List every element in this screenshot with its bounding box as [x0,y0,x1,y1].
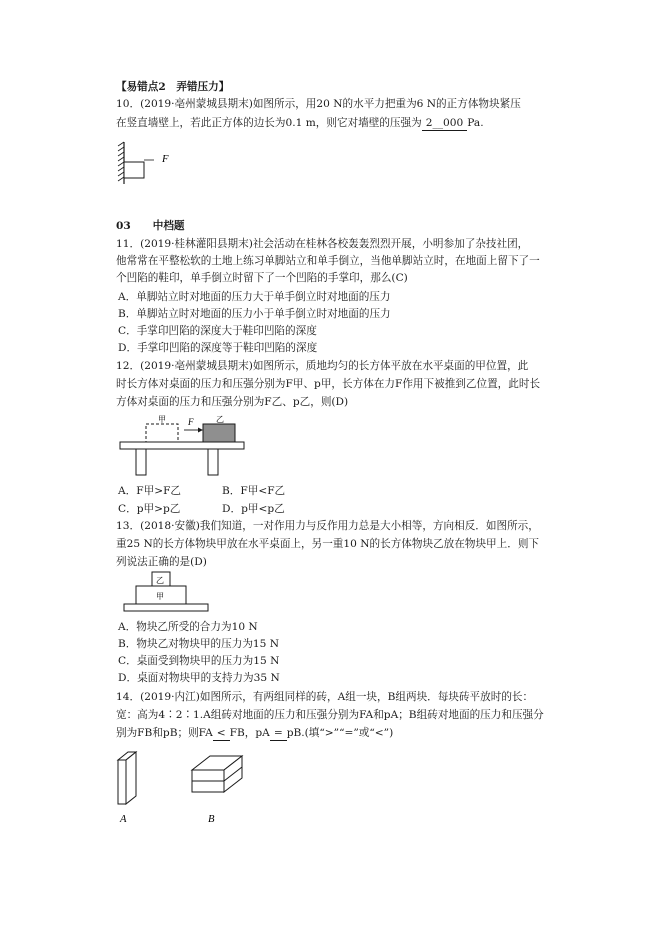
q11-line-1: 11．(2019·桂林灌阳县期末)社会活动在桂林各校轰轰烈烈开展，小明参加了杂技社团， [116,238,529,250]
q14-label-b: B [208,814,215,825]
q11-option-a: A．单脚站立时对地面的压力大于单手倒立时对地面的压力 [118,291,391,303]
q14-text-1: 别为FB和pB；则FA [116,727,213,739]
q13-label-yi: 乙 [156,576,164,585]
q12-block-yi [203,424,235,442]
q12-block-jia [146,424,178,442]
q12-label-jia: 甲 [158,415,166,424]
q12-line-3: 方体对桌面的压力和压强分别为F乙、p乙，则(D) [116,396,349,408]
q12-label-yi: 乙 [216,415,224,424]
q14-label-a: A [120,814,127,825]
q13-figure [122,570,212,614]
q13-option-a: A．物块乙所受的合力为10 N [118,621,258,633]
q10-line-1: 10．(2019·亳州蒙城县期末)如图所示，用20 N的水平力把重为6 N的正方体物块紧压 [116,98,521,110]
q14-line-1: 14．(2019·内江)如图所示，有两组同样的砖，A组一块，B组两块．每块砖平放时的长： [116,691,534,703]
q13-line-1: 13．(2018·安徽)我们知道，一对作用力与反作用力总是大小相等，方向相反．如图所示， [116,520,539,532]
q11-option-d: D．手掌印凹陷的深度等于鞋印凹陷的深度 [118,342,318,354]
q12-option-a: A．F甲>F乙 [118,485,182,497]
q13-option-b: B．物块乙对物块甲的压力为15 N [118,638,280,650]
q13-option-d: D．桌面对物块甲的支持力为35 N [118,672,280,684]
q14-answer-1: < [213,726,230,741]
q10-line-2 [116,116,484,131]
q11-option-c: C．手掌印凹陷的深度大于鞋印凹陷的深度 [118,325,317,337]
q14-line-3 [116,726,393,741]
q13-line-2: 重25 N的长方体物块甲放在水平桌面上，另一重10 N的长方体物块乙放在物块甲上．则下 [116,538,540,550]
q12-line-2: 时长方体对桌面的压力和压强分别为F甲、p甲，长方体在力F作用下被推到乙位置，此时长 [116,378,541,390]
q11-line-3: 个凹陷的鞋印，单手倒立时留下了一个凹陷的手掌印，那么(C) [116,272,408,284]
q12-option-b: B．F甲<F乙 [222,485,286,497]
q14-brick-b [192,756,242,792]
q12-option-c: C．p甲>p乙 [118,503,181,515]
q12-figure [118,414,248,478]
q13-option-c: C．桌面受到物块甲的压力为15 N [118,655,280,667]
q12-line-1: 12．(2019·亳州蒙城县期末)如图所示，质地均匀的长方体平放在水平桌面的甲位置，此 [116,360,529,372]
section-label: 【易错点2 弄错压力】 [116,81,230,93]
q11-line-2: 他常常在平整松软的土地上练习单脚站立和单手倒立，当他单脚站立时，在地面上留下了一 [116,255,540,267]
q10-unit: Pa. [467,117,484,129]
q13-line-3: 列说法正确的是(D) [116,556,207,568]
q14-brick-a [118,752,136,804]
q10-force-label: F [162,154,169,165]
q10-answer: 2__000 [422,116,468,131]
q12-option-d: D．p甲<p乙 [222,503,285,515]
q11-option-b: B．单脚站立时对地面的压力小于单手倒立时对地面的压力 [118,308,391,320]
subsection-number: 03 [116,220,131,232]
q14-text-3: pB.(填“>”“=”或“<”) [286,727,394,739]
q12-label-f: F [188,417,194,427]
subsection-header [116,219,185,233]
q14-answer-2: = [270,726,287,741]
q14-line-2: 宽：高为4∶2∶1.A组砖对地面的压力和压强分别为FA和pA；B组砖对地面的压力和压强分 [116,709,544,721]
subsection-title: 中档题 [152,220,185,232]
q10-figure [118,140,178,190]
q10-text: 在竖直墙壁上，若此正方体的边长为0.1 m，则它对墙壁的压强为 [116,117,422,129]
q14-figure [116,748,266,828]
q13-label-jia: 甲 [156,592,164,601]
q14-text-2: FB，pA [229,727,270,739]
